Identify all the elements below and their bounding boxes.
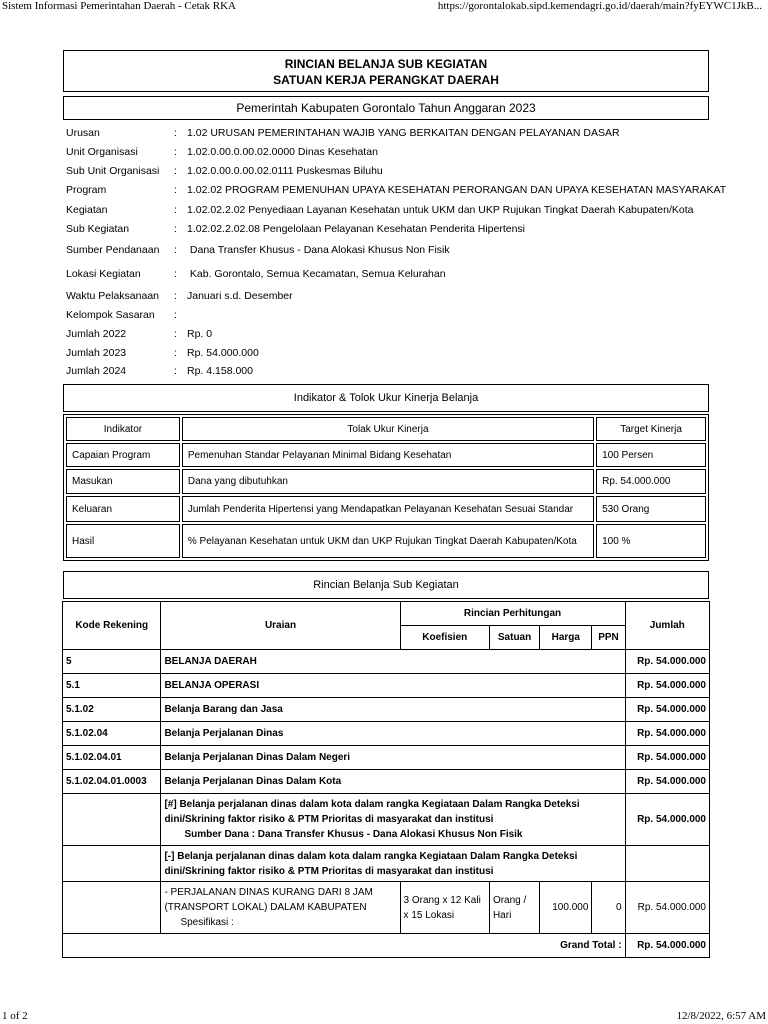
meta-label: Jumlah 2022 (66, 328, 127, 340)
indicator-row (66, 524, 706, 558)
meta-colon: : (174, 290, 177, 302)
meta-value: 1.02.0.00.0.00.02.0111 Puskesmas Biluhu (187, 165, 383, 177)
meta-colon: : (174, 244, 177, 256)
table-row (63, 698, 710, 722)
jumlah: Rp. 54.000.000 (625, 674, 709, 698)
meta-colon: : (174, 184, 177, 196)
kode-rekening: 5.1.02.04.01.0003 (63, 770, 161, 794)
item-spec: Spesifikasi : (180, 917, 234, 928)
item-jumlah: Rp. 54.000.000 (625, 882, 709, 934)
rincian-section-title (63, 571, 709, 599)
indicator-name: Masukan (66, 469, 180, 494)
meta-value: Januari s.d. Desember (187, 290, 293, 302)
indicator-target: Rp. 54.000.000 (596, 469, 706, 494)
jumlah-empty (625, 846, 709, 882)
print-datetime: 12/8/2022, 6:57 AM (676, 1010, 766, 1022)
table-header-row (63, 602, 710, 626)
satuan-line: Hari (492, 909, 512, 921)
indicator-measure: Jumlah Penderita Hipertensi yang Mendapatkan Pelayanan Kesehatan Sesuai Standar (182, 496, 594, 522)
uraian-header: Uraian (161, 602, 400, 650)
indicator-col-header: Indikator (66, 417, 180, 441)
subgroup-line: dini/Skrining faktor risiko & PTM Prioritas di masyarakat dan institusi (164, 865, 494, 877)
koefisien-header: Koefisien (400, 626, 489, 650)
government-year: Pemerintah Kabupaten Gorontalo Tahun Anggaran 2023 (236, 101, 536, 115)
meta-label: Unit Organisasi (66, 146, 138, 158)
item-koefisien (400, 882, 489, 934)
report-title-line1: RINCIAN BELANJA SUB KEGIATAN (284, 57, 488, 71)
kode-rekening: 5 (63, 650, 161, 674)
indicator-col-header: Tolak Ukur Kinerja (182, 417, 594, 441)
indicator-row (66, 496, 706, 522)
koefisien-line: 3 Orang x 12 Kali (403, 894, 481, 906)
grand-total-label: Grand Total : (63, 934, 626, 958)
meta-label: Sub Unit Organisasi (66, 165, 160, 177)
rincian-perhitungan-header: Rincian Perhitungan (400, 602, 625, 626)
kode-rekening-header: Kode Rekening (63, 602, 161, 650)
indicator-row (66, 469, 706, 494)
indicator-title: Indikator & Tolok Ukur Kinerja Belanja (293, 392, 479, 404)
table-row (63, 674, 710, 698)
meta-value: 1.02.02 PROGRAM PEMENUHAN UPAYA KESEHATAN PERORANGAN DAN UPAYA KESEHATAN MASYARAKAT (187, 184, 727, 196)
kode-rekening: 5.1.02.04.01 (63, 746, 161, 770)
subgroup-description (161, 846, 625, 882)
satuan-header: Satuan (489, 626, 539, 650)
harga-header: Harga (540, 626, 592, 650)
kode-rekening-empty (63, 846, 161, 882)
jumlah: Rp. 54.000.000 (625, 746, 709, 770)
jumlah: Rp. 54.000.000 (625, 698, 709, 722)
meta-value: Rp. 0 (187, 328, 213, 340)
meta-label: Kelompok Sasaran (66, 309, 155, 321)
page-url: https://gorontalokab.sipd.kemendagri.go.id/daerah/main?fyEYWC1JkB... (437, 0, 762, 12)
kode-rekening: 5.1 (63, 674, 161, 698)
meta-label: Jumlah 2023 (66, 347, 127, 359)
table-row-subgroup (63, 846, 710, 882)
meta-colon: : (174, 127, 177, 139)
item-ppn: 0 (592, 882, 625, 934)
item-harga: 100.000 (540, 882, 592, 934)
meta-value: Dana Transfer Khusus - Dana Alokasi Khusus Non Fisik (187, 244, 450, 256)
group-funding-source: Sumber Dana : Dana Transfer Khusus - Dana Alokasi Khusus Non Fisik (184, 829, 523, 840)
meta-colon: : (174, 347, 177, 359)
meta-colon: : (174, 328, 177, 340)
meta-colon: : (174, 309, 177, 321)
page-title: Sistem Informasi Pemerintahan Daerah - Cetak RKA (2, 0, 236, 12)
meta-value: Rp. 4.158.000 (187, 365, 253, 377)
indicator-measure: Pemenuhan Standar Pelayanan Minimal Bidang Kesehatan (182, 443, 594, 467)
koefisien-line: x 15 Lokasi (403, 909, 455, 921)
jumlah: Rp. 54.000.000 (625, 770, 709, 794)
uraian: BELANJA DAERAH (161, 650, 625, 674)
group-line: [#] Belanja perjalanan dinas dalam kota dalam rangka Kegiataan Dalam Rangka Deteksi (164, 799, 580, 810)
jumlah-header: Jumlah (625, 602, 709, 650)
group-description (161, 794, 625, 846)
table-row (63, 770, 710, 794)
satuan-line: Orang / (492, 894, 527, 906)
item-line: (TRANSPORT LOKAL) DALAM KABUPATEN (164, 902, 367, 913)
item-line: - PERJALANAN DINAS KURANG DARI 8 JAM (164, 887, 373, 898)
indicator-col-header: Target Kinerja (596, 417, 706, 441)
meta-value: Kab. Gorontalo, Semua Kecamatan, Semua Kelurahan (187, 268, 446, 280)
indicator-section-title (63, 384, 709, 412)
uraian: Belanja Perjalanan Dinas (161, 722, 625, 746)
indicator-row (66, 443, 706, 467)
kode-rekening: 5.1.02 (63, 698, 161, 722)
meta-colon: : (174, 365, 177, 377)
indicator-measure: % Pelayanan Kesehatan untuk UKM dan UKP Rujukan Tingkat Daerah Kabupaten/Kota (182, 524, 594, 558)
indicator-target: 100 % (596, 524, 706, 558)
report-title-line2: SATUAN KERJA PERANGKAT DAERAH (273, 73, 499, 87)
kode-rekening-empty (63, 794, 161, 846)
meta-label: Program (66, 184, 107, 196)
subgroup-line: [-] Belanja perjalanan dinas dalam kota dalam rangka Kegiataan Dalam Rangka Deteksi (164, 850, 578, 862)
kode-rekening: 5.1.02.04 (63, 722, 161, 746)
meta-label: Lokasi Kegiatan (66, 268, 141, 280)
jumlah: Rp. 54.000.000 (625, 650, 709, 674)
meta-value: 1.02.02.2.02 Penyediaan Layanan Kesehatan untuk UKM dan UKP Rujukan Tingkat Daerah Kabupaten/Kota (187, 204, 694, 216)
ppn-header: PPN (592, 626, 625, 650)
group-line: dini/Skrining faktor risiko & PTM Prioritas di masyarakat dan institusi (164, 814, 494, 825)
table-row (63, 746, 710, 770)
indicator-name: Capaian Program (66, 443, 180, 467)
item-description (161, 882, 400, 934)
table-row (63, 650, 710, 674)
table-row-group (63, 794, 710, 846)
uraian: Belanja Perjalanan Dinas Dalam Negeri (161, 746, 625, 770)
indicator-measure: Dana yang dibutuhkan (182, 469, 594, 494)
meta-value: Rp. 54.000.000 (187, 347, 259, 359)
indicator-table (63, 414, 709, 561)
uraian: Belanja Barang dan Jasa (161, 698, 625, 722)
meta-colon: : (174, 204, 177, 216)
table-row (63, 722, 710, 746)
indicator-header-row (66, 417, 706, 441)
meta-colon: : (174, 223, 177, 235)
meta-label: Waktu Pelaksanaan (66, 290, 159, 302)
grand-total-row (63, 934, 710, 958)
report-title-box (63, 50, 709, 92)
meta-label: Urusan (66, 127, 100, 139)
jumlah: Rp. 54.000.000 (625, 722, 709, 746)
meta-colon: : (174, 146, 177, 158)
item-satuan (489, 882, 539, 934)
government-year-box (63, 96, 709, 120)
meta-value: 1.02.0.00.0.00.02.0000 Dinas Kesehatan (187, 146, 378, 158)
meta-value: 1.02 URUSAN PEMERINTAHAN WAJIB YANG BERKAITAN DENGAN PELAYANAN DASAR (187, 127, 620, 139)
kode-rekening-empty (63, 882, 161, 934)
page-number: 1 of 2 (2, 1010, 28, 1022)
indicator-name: Keluaran (66, 496, 180, 522)
meta-label: Sumber Pendanaan (66, 244, 160, 256)
meta-label: Sub Kegiatan (66, 223, 130, 235)
meta-colon: : (174, 268, 177, 280)
meta-value: 1.02.02.2.02.08 Pengelolaan Pelayanan Kesehatan Penderita Hipertensi (187, 223, 526, 235)
table-row-item (63, 882, 710, 934)
spending-detail-table (62, 601, 710, 958)
indicator-target: 100 Persen (596, 443, 706, 467)
indicator-name: Hasil (66, 524, 180, 558)
meta-label: Jumlah 2024 (66, 365, 127, 377)
indicator-target: 530 Orang (596, 496, 706, 522)
meta-label: Kegiatan (66, 204, 108, 216)
grand-total-value: Rp. 54.000.000 (625, 934, 709, 958)
rincian-title: Rincian Belanja Sub Kegiatan (313, 579, 459, 591)
uraian: BELANJA OPERASI (161, 674, 625, 698)
uraian: Belanja Perjalanan Dinas Dalam Kota (161, 770, 625, 794)
meta-colon: : (174, 165, 177, 177)
print-page-header (0, 0, 768, 14)
jumlah: Rp. 54.000.000 (625, 794, 709, 846)
